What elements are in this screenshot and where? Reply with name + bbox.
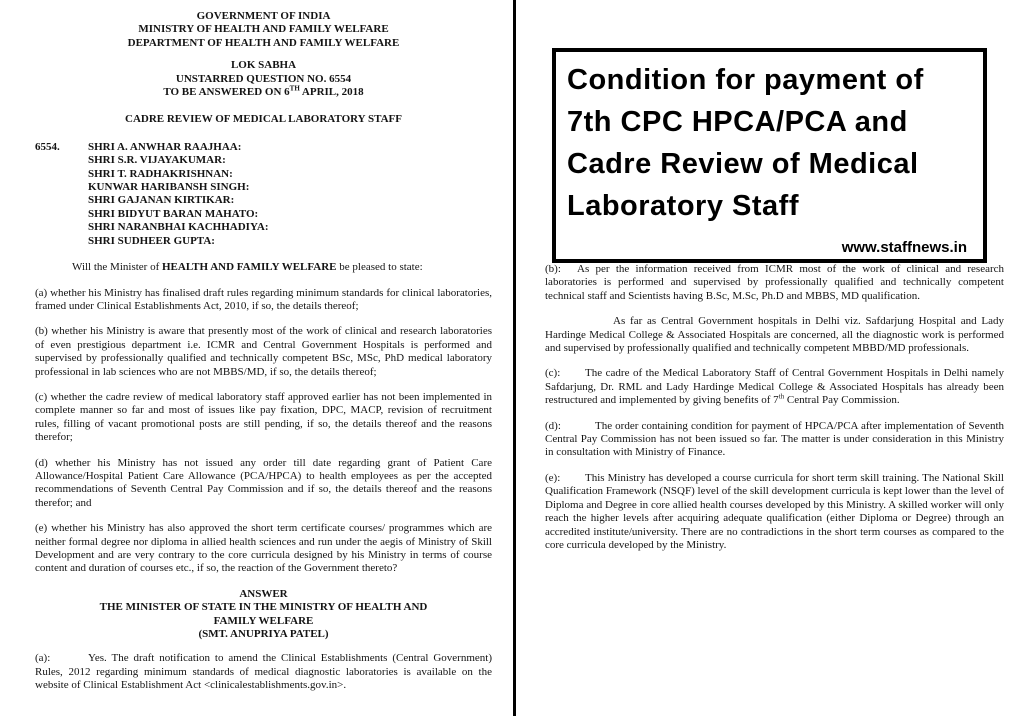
answer-b-continued: As far as Central Government hospitals in Delhi viz. Safdarjung Hospital and Lady Hardinge Medical College & Associated Hospitals are concerned, all the diagnostic work is performed and supervised by professionally qualified and technically competent MBBD/MD professionals. [545,315,1004,355]
member-row: SHRI BIDYUT BARAN MAHATO: [88,207,259,220]
document-title: CADRE REVIEW OF MEDICAL LABORATORY STAFF [125,113,402,126]
session-header [35,59,492,99]
question-number-line: UNSTARRED QUESTION NO. 6554 [175,72,352,85]
member-row: SHRI S.R. VIJAYAKUMAR: [88,154,226,167]
member-list [35,141,492,248]
answer-c-label: (c): [545,367,561,380]
header-ministry: MINISTRY OF HEALTH AND FAMILY WELFARE [138,23,389,36]
question-a: (a) whether his Ministry has finalised draft rules regarding minimum standards for clinical laboratories, framed under Clinical Establishments Act, 2010, if so, the details thereof; [35,286,492,312]
banner-line-3: Cadre Review of Medical [567,148,919,180]
seventh-cpc-superscript: th [778,392,785,401]
banner-line-1: Condition for payment of [567,64,924,96]
member-row: SHRI NARANBHAI KACHHADIYA: [88,221,269,234]
minister-name: (SMT. ANUPRIYA PATEL) [198,628,329,641]
answer-d-label: (d): [545,419,561,432]
question-preamble: Will the Minister of HEALTH AND FAMILY WELFARE be pleased to state: [72,261,423,274]
answer-heading [35,588,492,642]
answer-c: (c): The cadre of the Medical Laboratory Staff of Central Government Hospitals in Delhi namely Safdarjung, Dr. RML and Lady Hardinge Medical College & Associated Hospitals has already been restructured and implemented by giving benefits of 7th Central Pay Commission. [545,367,1004,407]
member-row: SHRI GAJANAN KIRTIKAR: [88,194,235,207]
header-department: DEPARTMENT OF HEALTH AND FAMILY WELFARE [127,36,400,49]
minister-title-line1: THE MINISTER OF STATE IN THE MINISTRY OF HEALTH AND [99,601,428,614]
answer-label: ANSWER [239,587,288,600]
answer-d: (d): The order containing condition for payment of HPCA/PCA after implementation of Seventh Central Pay Commission has not been issued so far. The matter is under consideration in this Ministry in consultation with Ministry of Finance. [545,419,1004,459]
website-url: www.staffnews.in [841,238,967,256]
member-row: SHRI SUDHEER GUPTA: [88,234,215,247]
question-number: 6554. [35,140,60,153]
title-banner-box [552,48,987,263]
question-b: (b) whether his Ministry is aware that presently most of the work of clinical and research laboratories of even prestigious department i.e. ICMR and Central Government Hospitals is performed and supervised by professionally qualified and technically competent BSc, MSc, PhD medical laboratory professional in lab sciences who are not MBBS/MD, if so, the details thereof; [35,325,492,378]
member-row: SHRI T. RADHAKRISHNAN: [88,167,233,180]
government-header [35,10,492,50]
ministry-name-bold: HEALTH AND FAMILY WELFARE [162,261,337,274]
page-right [516,0,1024,716]
answer-a: (a): Yes. The draft notification to amend the Clinical Establishments (Central Government) Rules, 2012 regarding minimum standards of medical diagnostic laboratories is available on the website of Clinical Establishment Act <clinicalestablishments.gov.in>. [35,652,492,692]
banner-line-4: Laboratory Staff [567,190,799,222]
member-row: KUNWAR HARIBANSH SINGH: [88,181,250,194]
minister-title-line2: FAMILY WELFARE [213,614,314,627]
member-row: 6554. SHRI A. ANWHAR RAAJHAA: [35,140,242,153]
house-name: LOK SABHA [230,59,297,72]
question-e: (e) whether his Ministry has also approved the short term certificate courses/ programmes which are neither formal degree nor diploma in allied health sciences and run under the aegis of Ministry of Skill Development and are very contrary to the core curricula designed by his Ministry in terms of course content and duration of courses etc., if so, the reaction of the Government thereto? [35,522,492,575]
question-d: (d) whether his Ministry has not issued any order till date regarding grant of Patient Care Allowance/Hospital Patient Care Allowance (PCA/HPCA) to health employees as per the accepted recommendations of Seventh Central Pay Commission and if so, the details thereof and the reasons therefor; and [35,456,492,509]
answer-date-line: TO BE ANSWERED ON 6TH APRIL, 2018 [163,84,364,99]
date-superscript: TH [289,84,300,93]
answer-e: (e): This Ministry has developed a course curricula for short term skill training. The National Skill Qualification Framework (NSQF) level of the skill development curricula is kept lower than the level of Diploma and Degree in core allied health courses developed by this Ministry. A skilled worker will only reach the higher levels after acquiring adequate qualification (either Diploma or Degree) through an accredited institute/university. There are no contradictions in the short term courses as compared to the core curricula developed by the Ministry. [545,471,1004,551]
banner-line-2: 7th CPC HPCA/PCA and [567,106,908,138]
answer-b-label: (b): [545,263,561,275]
answer-e-label: (e): [545,471,561,484]
answer-a-label: (a): [35,652,51,665]
answer-b: (b): As per the information received from ICMR most of the work of clinical and research laboratories is performed and supervised by professionally qualified and technically competent technical staff and Scientists having B.Sc, M.Sc, Ph.D and MBBS, MD qualification. [545,263,1004,302]
question-c: (c) whether the cadre review of medical laboratory staff approved earlier has not been implemented in complete manner so far and most of issues like pay fixation, DPC, MACP, revision of recruitment rules, filling of vacant promotional posts are still pending, if so, the details thereof and the reasons therefor; [35,390,492,444]
header-govt-of-india: GOVERNMENT OF INDIA [196,10,331,22]
